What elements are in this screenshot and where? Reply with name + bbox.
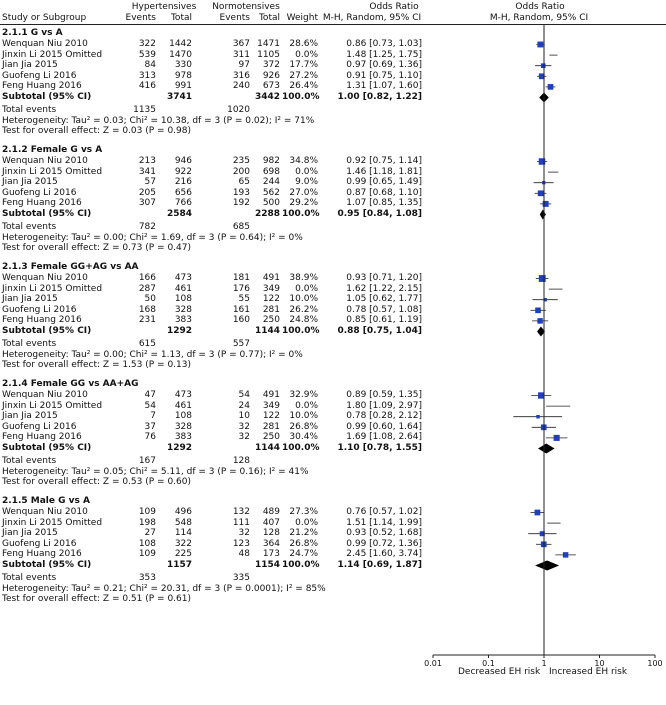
subtotal-label: Subtotal (95% CI) <box>2 326 92 336</box>
study-events-hypertensive: 322 <box>138 39 156 49</box>
study-total-normotensive: 250 <box>262 315 280 326</box>
study-events-hypertensive: 313 <box>138 70 156 81</box>
x-tick-label: 0.01 <box>424 659 442 668</box>
study-events-hypertensive: 47 <box>144 390 156 400</box>
method-column-header-right: M-H, Random, 95% CI <box>489 13 589 23</box>
total-events-label: Total events <box>2 105 57 115</box>
subtotal-total-hypertensive: 1157 <box>166 560 192 570</box>
study-total-hypertensive: 991 <box>174 81 192 92</box>
study-weight: 30.4% <box>289 432 318 443</box>
study-total-hypertensive: 1470 <box>169 49 192 60</box>
total-events-hypertensive: 353 <box>138 573 156 583</box>
study-weight: 32.9% <box>289 390 318 400</box>
study-events-hypertensive: 108 <box>138 538 156 549</box>
study-events-normotensive: 65 <box>238 177 250 188</box>
study-name: Feng Huang 2016 <box>2 432 82 443</box>
study-total-normotensive: 349 <box>262 400 280 411</box>
group-header-hypertensives: Hypertensives <box>131 2 197 12</box>
study-events-hypertensive: 168 <box>138 304 156 315</box>
study-name: Guofeng Li 2016 <box>2 538 77 549</box>
study-column-header: Study or Subgroup <box>2 13 87 23</box>
study-events-normotensive: 32 <box>238 432 250 443</box>
study-name: Jinxin Li 2015 Omitted <box>2 283 103 294</box>
study-name: Guofeng Li 2016 <box>2 70 77 81</box>
study-total-normotensive: 1471 <box>257 39 280 49</box>
study-weight: 0.0% <box>295 517 318 528</box>
study-name: Feng Huang 2016 <box>2 81 82 92</box>
study-events-hypertensive: 57 <box>144 177 156 188</box>
study-odds-ratio: 0.93 [0.71, 1.20] <box>346 273 422 283</box>
study-total-normotensive: 500 <box>262 198 280 209</box>
subtotal-total-normotensive: 1144 <box>254 326 280 336</box>
subtotal-weight: 100.0% <box>282 443 320 453</box>
study-point-estimate <box>539 275 546 282</box>
study-total-hypertensive: 548 <box>174 517 192 528</box>
study-point-estimate <box>537 318 542 323</box>
study-total-normotensive: 349 <box>262 283 280 294</box>
study-odds-ratio: 0.93 [0.52, 1.68] <box>346 528 422 539</box>
study-events-normotensive: 54 <box>238 390 250 400</box>
study-weight: 26.8% <box>289 421 318 432</box>
subgroup-title: 2.1.5 Male G vs A <box>2 496 90 506</box>
events-column-header-2: Events <box>219 13 250 23</box>
study-weight: 0.0% <box>295 283 318 294</box>
total-events-normotensive: 557 <box>232 339 250 349</box>
study-weight: 0.0% <box>295 49 318 60</box>
subtotal-weight: 100.0% <box>282 209 320 219</box>
study-name: Jian Jia 2015 <box>2 294 58 305</box>
study-point-estimate <box>541 63 546 68</box>
subtotal-diamond <box>540 210 546 220</box>
subgroup-title: 2.1.2 Female G vs A <box>2 145 103 155</box>
study-total-normotensive: 122 <box>262 294 280 305</box>
study-events-hypertensive: 307 <box>138 198 156 209</box>
subtotal-total-hypertensive: 2584 <box>166 209 192 219</box>
study-odds-ratio: 0.89 [0.59, 1.35] <box>346 390 422 400</box>
study-events-hypertensive: 539 <box>138 49 156 60</box>
study-total-hypertensive: 922 <box>174 166 192 177</box>
study-total-normotensive: 489 <box>262 507 280 517</box>
heterogeneity-stats: Heterogeneity: Tau² = 0.03; Chi² = 10.38, df = 3 (P = 0.02); I² = 71% <box>2 115 315 126</box>
study-events-hypertensive: 84 <box>144 60 156 71</box>
study-weight: 27.0% <box>289 187 318 198</box>
subgroup-title: 2.1.4 Female GG vs AA+AG <box>2 379 139 389</box>
study-weight: 26.2% <box>289 304 318 315</box>
study-total-normotensive: 281 <box>262 421 280 432</box>
study-weight: 26.4% <box>289 81 318 92</box>
study-events-hypertensive: 54 <box>144 400 156 411</box>
total-column-header: Total <box>170 13 192 23</box>
overall-effect-test: Test for overall effect: Z = 0.73 (P = 0.47) <box>2 243 191 254</box>
total-events-label: Total events <box>2 222 57 232</box>
study-name: Jinxin Li 2015 Omitted <box>2 166 103 177</box>
study-weight: 27.2% <box>289 70 318 81</box>
study-odds-ratio: 2.45 [1.60, 3.74] <box>346 549 422 560</box>
study-events-hypertensive: 27 <box>144 528 156 539</box>
study-events-normotensive: 181 <box>232 273 250 283</box>
subtotal-label: Subtotal (95% CI) <box>2 92 92 102</box>
group-header-normotensives: Normotensives <box>212 2 280 12</box>
study-events-normotensive: 193 <box>232 187 250 198</box>
study-name: Wenquan Niu 2010 <box>2 273 88 283</box>
study-events-normotensive: 10 <box>238 411 250 422</box>
subtotal-weight: 100.0% <box>282 326 320 336</box>
study-total-normotensive: 982 <box>262 156 280 166</box>
study-events-normotensive: 161 <box>232 304 250 315</box>
study-point-estimate <box>538 392 544 398</box>
total-events-hypertensive: 782 <box>138 222 156 232</box>
study-point-estimate <box>563 552 568 557</box>
study-total-hypertensive: 330 <box>174 60 192 71</box>
subtotal-total-hypertensive: 1292 <box>166 443 192 453</box>
study-weight: 28.6% <box>289 39 318 49</box>
study-total-hypertensive: 496 <box>174 507 192 517</box>
study-odds-ratio: 1.05 [0.62, 1.77] <box>346 294 422 305</box>
study-events-normotensive: 132 <box>232 507 250 517</box>
subtotal-label: Subtotal (95% CI) <box>2 209 92 219</box>
study-total-hypertensive: 108 <box>174 294 192 305</box>
study-total-hypertensive: 225 <box>174 549 192 560</box>
subtotal-total-normotensive: 1154 <box>254 560 280 570</box>
study-total-hypertensive: 114 <box>174 528 192 539</box>
study-name: Jian Jia 2015 <box>2 60 58 71</box>
study-name: Feng Huang 2016 <box>2 549 82 560</box>
study-total-hypertensive: 328 <box>174 304 192 315</box>
study-odds-ratio: 0.99 [0.72, 1.36] <box>346 538 422 549</box>
study-events-normotensive: 192 <box>232 198 250 209</box>
x-tick-label: 0.1 <box>482 659 495 668</box>
overall-effect-test: Test for overall effect: Z = 1.53 (P = 0.13) <box>2 360 191 371</box>
heterogeneity-stats: Heterogeneity: Tau² = 0.00; Chi² = 1.13, df = 3 (P = 0.77); I² = 0% <box>2 349 303 360</box>
study-events-hypertensive: 205 <box>138 187 156 198</box>
study-point-estimate <box>535 510 541 516</box>
overall-effect-test: Test for overall effect: Z = 0.03 (P = 0.98) <box>2 126 191 137</box>
study-name: Wenquan Niu 2010 <box>2 390 88 400</box>
subtotal-label: Subtotal (95% CI) <box>2 443 92 453</box>
total-events-label: Total events <box>2 339 57 349</box>
total-column-header-2: Total <box>258 13 280 23</box>
study-total-hypertensive: 461 <box>174 283 192 294</box>
study-events-normotensive: 32 <box>238 421 250 432</box>
study-odds-ratio: 0.97 [0.69, 1.36] <box>346 60 422 71</box>
study-events-normotensive: 176 <box>232 283 250 294</box>
subtotal-odds-ratio: 1.14 [0.69, 1.87] <box>337 560 422 570</box>
study-odds-ratio: 1.62 [1.22, 2.15] <box>346 283 422 294</box>
study-total-hypertensive: 108 <box>174 411 192 422</box>
study-total-hypertensive: 473 <box>174 390 192 400</box>
heterogeneity-stats: Heterogeneity: Tau² = 0.21; Chi² = 20.31, df = 3 (P = 0.0001); I² = 85% <box>2 583 326 594</box>
study-events-normotensive: 235 <box>232 156 250 166</box>
study-odds-ratio: 0.78 [0.57, 1.08] <box>346 304 422 315</box>
study-events-hypertensive: 166 <box>138 273 156 283</box>
total-events-normotensive: 128 <box>232 456 250 466</box>
subtotal-total-hypertensive: 1292 <box>166 326 192 336</box>
odds-ratio-header-left: Odds Ratio <box>369 2 419 12</box>
study-events-hypertensive: 231 <box>138 315 156 326</box>
study-weight: 0.0% <box>295 166 318 177</box>
study-weight: 21.2% <box>289 528 318 539</box>
study-weight: 38.9% <box>289 273 318 283</box>
study-name: Wenquan Niu 2010 <box>2 507 88 517</box>
study-events-normotensive: 111 <box>232 517 250 528</box>
study-total-normotensive: 407 <box>262 517 280 528</box>
study-name: Jian Jia 2015 <box>2 177 58 188</box>
study-events-hypertensive: 7 <box>150 411 156 422</box>
study-name: Guofeng Li 2016 <box>2 421 77 432</box>
heterogeneity-stats: Heterogeneity: Tau² = 0.05; Chi² = 5.11, df = 3 (P = 0.16); I² = 41% <box>2 466 309 477</box>
study-weight: 24.8% <box>289 315 318 326</box>
decreased-risk-label: Decreased EH risk <box>458 667 541 677</box>
study-name: Feng Huang 2016 <box>2 198 82 209</box>
study-odds-ratio: 1.46 [1.18, 1.81] <box>346 166 422 177</box>
study-total-hypertensive: 216 <box>174 177 192 188</box>
study-name: Guofeng Li 2016 <box>2 187 77 198</box>
study-total-normotensive: 173 <box>262 549 280 560</box>
study-total-hypertensive: 328 <box>174 421 192 432</box>
study-name: Jinxin Li 2015 Omitted <box>2 49 103 60</box>
study-name: Wenquan Niu 2010 <box>2 156 88 166</box>
total-events-normotensive: 1020 <box>227 105 250 115</box>
study-odds-ratio: 1.51 [1.14, 1.99] <box>346 517 422 528</box>
study-events-normotensive: 240 <box>232 81 250 92</box>
study-odds-ratio: 0.91 [0.75, 1.10] <box>346 70 422 81</box>
study-odds-ratio: 0.92 [0.75, 1.14] <box>346 156 422 166</box>
study-total-hypertensive: 766 <box>174 198 192 209</box>
study-events-normotensive: 316 <box>232 70 250 81</box>
study-weight: 9.0% <box>295 177 318 188</box>
study-point-estimate <box>548 84 554 90</box>
study-weight: 10.0% <box>289 411 318 422</box>
study-odds-ratio: 0.86 [0.73, 1.03] <box>346 39 422 49</box>
study-events-normotensive: 123 <box>232 538 250 549</box>
study-events-hypertensive: 287 <box>138 283 156 294</box>
study-total-normotensive: 491 <box>262 390 280 400</box>
study-weight: 0.0% <box>295 400 318 411</box>
study-total-normotensive: 372 <box>262 60 280 71</box>
study-events-hypertensive: 416 <box>138 81 156 92</box>
subtotal-total-hypertensive: 3741 <box>166 92 192 102</box>
subtotal-odds-ratio: 1.10 [0.78, 1.55] <box>337 443 422 453</box>
study-total-hypertensive: 383 <box>174 432 192 443</box>
study-odds-ratio: 1.07 [0.85, 1.35] <box>346 198 422 209</box>
study-odds-ratio: 0.99 [0.65, 1.49] <box>346 177 422 188</box>
study-events-normotensive: 160 <box>232 315 250 326</box>
study-odds-ratio: 0.87 [0.68, 1.10] <box>346 187 422 198</box>
study-weight: 24.7% <box>289 549 318 560</box>
study-total-hypertensive: 461 <box>174 400 192 411</box>
study-name: Wenquan Niu 2010 <box>2 39 88 49</box>
study-name: Guofeng Li 2016 <box>2 304 77 315</box>
study-total-hypertensive: 383 <box>174 315 192 326</box>
study-events-hypertensive: 50 <box>144 294 156 305</box>
subtotal-diamond <box>535 561 559 571</box>
study-total-hypertensive: 656 <box>174 187 192 198</box>
study-total-normotensive: 562 <box>262 187 280 198</box>
subtotal-diamond <box>538 444 555 454</box>
study-events-normotensive: 367 <box>232 39 250 49</box>
events-column-header: Events <box>125 13 156 23</box>
subtotal-odds-ratio: 0.88 [0.75, 1.04] <box>337 326 422 336</box>
study-weight: 27.3% <box>289 507 318 517</box>
study-total-normotensive: 698 <box>262 166 280 177</box>
study-point-estimate <box>538 190 544 196</box>
study-weight: 34.8% <box>289 156 318 166</box>
study-events-normotensive: 24 <box>238 400 250 411</box>
study-events-hypertensive: 109 <box>138 549 156 560</box>
study-events-normotensive: 55 <box>238 294 250 305</box>
study-weight: 26.8% <box>289 538 318 549</box>
overall-effect-test: Test for overall effect: Z = 0.53 (P = 0.60) <box>2 477 191 488</box>
study-events-hypertensive: 198 <box>138 517 156 528</box>
study-total-normotensive: 1105 <box>257 49 280 60</box>
weight-column-header: Weight <box>286 13 318 23</box>
study-events-normotensive: 48 <box>238 549 250 560</box>
study-total-hypertensive: 322 <box>174 538 192 549</box>
study-point-estimate <box>536 415 539 418</box>
x-tick-label: 10 <box>594 659 605 668</box>
subgroup-title: 2.1.1 G vs A <box>2 28 63 38</box>
subgroup-title: 2.1.3 Female GG+AG vs AA <box>2 262 139 272</box>
total-events-hypertensive: 1135 <box>133 105 156 115</box>
study-odds-ratio: 0.76 [0.57, 1.02] <box>346 507 422 517</box>
subtotal-weight: 100.0% <box>282 560 320 570</box>
study-events-hypertensive: 37 <box>144 421 156 432</box>
total-events-label: Total events <box>2 573 57 583</box>
study-events-normotensive: 32 <box>238 528 250 539</box>
subtotal-odds-ratio: 1.00 [0.82, 1.22] <box>337 92 422 102</box>
x-tick-label: 100 <box>647 659 663 668</box>
study-events-normotensive: 311 <box>232 49 250 60</box>
study-total-normotensive: 122 <box>262 411 280 422</box>
study-total-normotensive: 673 <box>262 81 280 92</box>
study-weight: 17.7% <box>289 60 318 71</box>
x-tick-label: 1 <box>541 659 547 668</box>
study-total-hypertensive: 473 <box>174 273 192 283</box>
study-total-normotensive: 250 <box>262 432 280 443</box>
study-point-estimate <box>535 307 541 313</box>
study-odds-ratio: 0.78 [0.28, 2.12] <box>346 411 422 422</box>
study-name: Jian Jia 2015 <box>2 411 58 422</box>
study-weight: 10.0% <box>289 294 318 305</box>
study-events-normotensive: 97 <box>238 60 250 71</box>
study-total-hypertensive: 946 <box>174 156 192 166</box>
study-odds-ratio: 1.31 [1.07, 1.60] <box>346 81 422 92</box>
study-events-hypertensive: 213 <box>138 156 156 166</box>
study-total-normotensive: 281 <box>262 304 280 315</box>
study-point-estimate <box>554 435 560 441</box>
subtotal-total-normotensive: 3442 <box>254 92 280 102</box>
overall-effect-test: Test for overall effect: Z = 0.51 (P = 0.61) <box>2 594 191 605</box>
total-events-hypertensive: 615 <box>138 339 156 349</box>
total-events-hypertensive: 167 <box>138 456 156 466</box>
study-total-normotensive: 926 <box>262 70 280 81</box>
total-events-normotensive: 685 <box>232 222 250 232</box>
study-total-normotensive: 128 <box>262 528 280 539</box>
study-total-normotensive: 491 <box>262 273 280 283</box>
subtotal-total-normotensive: 1144 <box>254 443 280 453</box>
study-name: Feng Huang 2016 <box>2 315 82 326</box>
increased-risk-label: Increased EH risk <box>549 667 628 677</box>
study-odds-ratio: 1.48 [1.25, 1.75] <box>346 49 422 60</box>
study-events-normotensive: 200 <box>232 166 250 177</box>
odds-ratio-header-right: Odds Ratio <box>515 2 565 12</box>
study-odds-ratio: 0.85 [0.61, 1.19] <box>346 315 422 326</box>
study-total-normotensive: 364 <box>262 538 280 549</box>
heterogeneity-stats: Heterogeneity: Tau² = 0.00; Chi² = 1.69, df = 3 (P = 0.64); I² = 0% <box>2 232 303 243</box>
study-odds-ratio: 1.80 [1.09, 2.97] <box>346 400 422 411</box>
subtotal-total-normotensive: 2288 <box>254 209 280 219</box>
study-odds-ratio: 1.69 [1.08, 2.64] <box>346 432 422 443</box>
study-total-normotensive: 244 <box>262 177 280 188</box>
study-events-hypertensive: 341 <box>138 166 156 177</box>
method-column-header-left: M-H, Random, 95% CI <box>322 13 422 23</box>
study-total-hypertensive: 1442 <box>169 39 192 49</box>
study-name: Jinxin Li 2015 Omitted <box>2 400 103 411</box>
study-point-estimate <box>537 42 543 48</box>
study-events-hypertensive: 109 <box>138 507 156 517</box>
study-events-hypertensive: 76 <box>144 432 156 443</box>
subtotal-odds-ratio: 0.95 [0.84, 1.08] <box>337 209 422 219</box>
study-weight: 29.2% <box>289 198 318 209</box>
total-events-normotensive: 335 <box>232 573 250 583</box>
study-total-hypertensive: 978 <box>174 70 192 81</box>
total-events-label: Total events <box>2 456 57 466</box>
subtotal-weight: 100.0% <box>282 92 320 102</box>
study-name: Jinxin Li 2015 Omitted <box>2 517 103 528</box>
study-odds-ratio: 0.99 [0.60, 1.64] <box>346 421 422 432</box>
study-name: Jian Jia 2015 <box>2 528 58 539</box>
subtotal-label: Subtotal (95% CI) <box>2 560 92 570</box>
